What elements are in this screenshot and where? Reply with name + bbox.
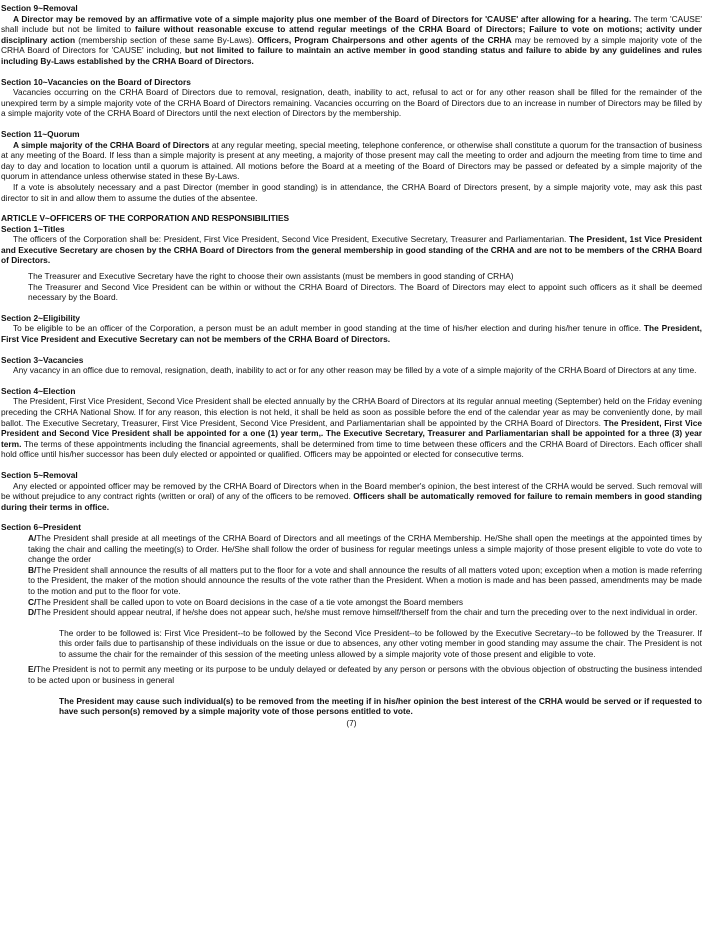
art5-s1-text-1: The officers of the Corporation shall be: President, First Vice President, Second Vice President, Executive Secretary, Treasurer and Parliamentarian.: [13, 234, 567, 245]
art5-section-1-body: [1, 234, 702, 266]
section-11-bold-1: A simple majority of the CRHA Board of Directors: [13, 139, 210, 150]
art5-s6-item-d: [28, 607, 702, 618]
art5-section-5-heading: Section 5~Removal: [1, 469, 78, 480]
art5-s6-item-a: [28, 533, 702, 565]
art5-s6-item-e: [28, 664, 702, 685]
article-5-heading: ARTICLE V~OFFICERS OF THE CORPORATION AND RESPONSIBILITIES: [1, 213, 290, 224]
art5-s6-order-text: The order to be followed is: First Vice President--to be followed by the Second Vice President--to be followed by the Executive Secretary--to be followed by the Treasurer. If this order fails due to partisanship of these individuals on the issue or due to absences, any other voting member in good standing may assume the chair. The President is not to assume the chair for the remainder of this session of the meeting unless allowed by a simple majority vote of those present and eligible to vote.: [59, 627, 702, 659]
art5-s4-bold-1: The President, First Vice President and Second Vice President shall be appointed for a one (1) year term,. The Executive Secretary, Treasurer and Parliamentarian shall be appointed for a three (3) year term.: [1, 417, 702, 449]
art5-section-4-body: [1, 396, 702, 460]
section-9-body: [1, 14, 702, 67]
section-9-heading: Section 9~Removal: [1, 3, 78, 13]
art5-s6-item-e-label: E/: [28, 664, 36, 675]
art5-s6-final-bold: The President may cause such individual(s) to be removed from the meeting if in his/her opinion the best interest of the CRHA would be served or if requested to have such person(s) removed by a simple majority vote of those persons entitled to vote.: [59, 695, 702, 717]
art5-s6-item-b: [28, 565, 702, 597]
art5-section-4-heading: Section 4~Election: [1, 385, 76, 396]
art5-s6-final-block: [59, 696, 702, 717]
art5-s6-item-c: [28, 597, 702, 608]
art5-section-6-heading: Section 6~President: [1, 522, 81, 533]
section-9-bold-2: failure without reasonable excuse to attend regular meetings of the CRHA Board of Directors; Failure to vote on motions; activity under disciplinary action: [1, 24, 702, 45]
art5-section-3-body: Any vacancy in an office due to removal, resignation, death, inability to act or for any other reason may be filled by a vote of a simple majority of the CRHA Board of Directors at any time.: [13, 365, 697, 376]
art5-s6-item-e-text: The President is not to permit any meeting or its purpose to be unduly delayed or defeated by any person or persons with the obvious objection of obstructing the business intended to be acted upon or business in general: [28, 664, 702, 686]
art5-section-2-heading: Section 2~Eligibility: [1, 312, 81, 323]
section-9-bold-3: Officers, Program Chairpersons and other agents of the CRHA: [257, 34, 512, 45]
art5-s4-text-1: The President, First Vice President, Second Vice President shall be elected annually by the CRHA Board of Directors at its regular annual meeting (September) held on the Friday evening preceding the CRHA National Show. If for any reason, this election is not held, it shall be held as soon as possible before the end of the calendar year as may be conveniently done, by mail ballot. The Executive Secretary, Treasurer, First Vice President, Second Vice President, and Parliamentarian shall be appointed by the CRHA Board of Directors.: [1, 396, 702, 428]
art5-s6-item-b-label: B/: [28, 564, 37, 575]
section-9-text-2: (membership section of these same By-Laws).: [75, 34, 258, 45]
art5-section-1-heading: Section 1~Titles: [1, 223, 65, 234]
art5-s6-item-d-label: D/: [28, 607, 37, 618]
art5-s6-item-c-text: The President shall be called upon to vote on Board decisions in the case of a tie vote amongst the Board members: [36, 596, 464, 607]
section-10-heading: Section 10~Vacancies on the Board of Directors: [1, 76, 191, 87]
art5-s4-text-2: The terms of these appointments including the financial agreements, shall be determined from time to time between these officers and the CRHA Board of Directors. Each officer shall hold office until his/her successor has been duly elected or appointed or qualified. Officers may be appointed or elected for consecutive terms.: [1, 438, 702, 460]
art5-s1-list-item-1: The Treasurer and Executive Secretary have the right to choose their own assistants (must be members in good standing of CRHA): [28, 271, 514, 282]
art5-s2-bold-1: The President, First Vice President and Executive Secretary can not be members of the CRHA Board of Directors.: [1, 323, 702, 345]
section-9-bold-1: A Director may be removed by an affirmative vote of a simple majority plus one member of the Board of Directors for 'CAUSE' after allowing for a hearing.: [13, 13, 632, 24]
art5-s6-list-e: [28, 664, 702, 685]
section-11-body: [1, 140, 702, 182]
section-11-text-1: at any regular meeting, special meeting, telephone conference, or otherwise shall constitute a quorum for the transaction of business at any meeting of the Board. If less than a simple majority is present at any meeting, a majority of those present may call the meeting to order and adjourn the meeting from time to time and day to day and location to location until a quorum is attained. All motions before the Board at a meeting of the Board of Directors may be passed or defeated by a simple majority of the quorum in attendance unless otherwise stated in these By-Laws.: [1, 139, 702, 182]
art5-s2-text-1: To be eligible to be an officer of the Corporation, a person must be an adult member in good standing at the time of his/her election and during his/her tenure in office.: [13, 323, 644, 334]
art5-s6-item-b-text: The President shall announce the results of all matters put to the floor for a vote and shall announce the results of all matters voted upon; exception when a motion is made referring to the President, the maker of the motion should announce the results of the vote rather than the President. When a motion is made and has been passed, amendments may be made to the motion and put to the floor for vote.: [28, 564, 702, 596]
art5-s5-bold-1: Officers shall be automatically removed for failure to remain members in good standing during their terms in office.: [1, 491, 702, 512]
art5-section-5-body: [1, 481, 702, 513]
art5-section-6-list: [28, 533, 702, 618]
page-number: (7): [346, 717, 357, 728]
art5-s6-item-d-text: The President should appear neutral, if he/she does not appear such, he/she must remove himself/therself from the chair and turn the preceding over to the next individual in order.: [36, 607, 698, 618]
art5-section-3-heading: Section 3~Vacancies: [1, 354, 84, 365]
section-9-text-1: The term 'CAUSE' shall include but not be limited to: [1, 13, 702, 35]
section-11-body-2: If a vote is absolutely necessary and a past Director (member in good standing) is in attendance, the CRHA Board of Directors present, by a simple majority vote, may ask this past director to sit in and allow them to assume the duties of the absentee.: [1, 181, 702, 203]
art5-section-2-body: [1, 323, 702, 344]
art5-s5-text-1: Any elected or appointed officer may be removed by the CRHA Board of Directors when in the Board member's opinion, the best interest of the CRHA would be served. Such removal will be without prejudice to any contract rights (written or oral) of any of the officers to be removed.: [1, 480, 702, 502]
section-11-heading: Section 11~Quorum: [1, 128, 80, 139]
page-content: [1, 3, 702, 728]
art5-s6-order-block: [59, 628, 702, 660]
art5-s6-item-a-text: The President shall preside at all meetings of the CRHA Board of Directors and all meetings of the CRHA Membership. He/She shall open the meetings at the appointed times by taking the chair and calling the meeting(s) to Order. He/She shall follow the order of business for regular meetings unless a simple majority of those present eligible to vote do vote to change the order: [28, 532, 702, 565]
section-9-text-3: may be removed by a simple majority vote of the CRHA Board of Directors for 'CAUSE' including,: [1, 34, 703, 56]
art5-s6-item-a-label: A/: [28, 532, 37, 543]
art5-s1-bold-1: The President, 1st Vice President and Executive Secretary are chosen by the CRHA Board of Directors from the general membership in good standing of the CRHA and are not to be members of the CRHA Board of Directors.: [1, 234, 702, 266]
art5-section-1-list: [28, 271, 702, 303]
art5-s6-final-text: [59, 696, 702, 717]
section-9-bold-4: but not limited to failure to maintain an active member in good standing status and failure to abide by any guidelines and rules including By-Laws established by the CRHA Board of Directors.: [1, 45, 703, 66]
section-10-body: Vacancies occurring on the CRHA Board of Directors due to removal, resignation, death, inability to act, refusal to act or for any other reason shall be filled for the remainder of the unexpired term by a simple majority vote of the CRHA Board of Directors remaining. Vacancies occurring on the Board of Directors due to an increase in number of Directors may be filled by a simple majority vote of the CRHA Board of Directors until the next election of Directors by the membership.: [1, 87, 702, 119]
art5-s1-list-item-2: The Treasurer and Second Vice President can be within or without the CRHA Board of Directors. The Board of Directors may elect to appoint such officers as it shall be deemed necessary by the Board.: [28, 281, 702, 303]
art5-s6-item-c-label: C/: [28, 596, 37, 607]
